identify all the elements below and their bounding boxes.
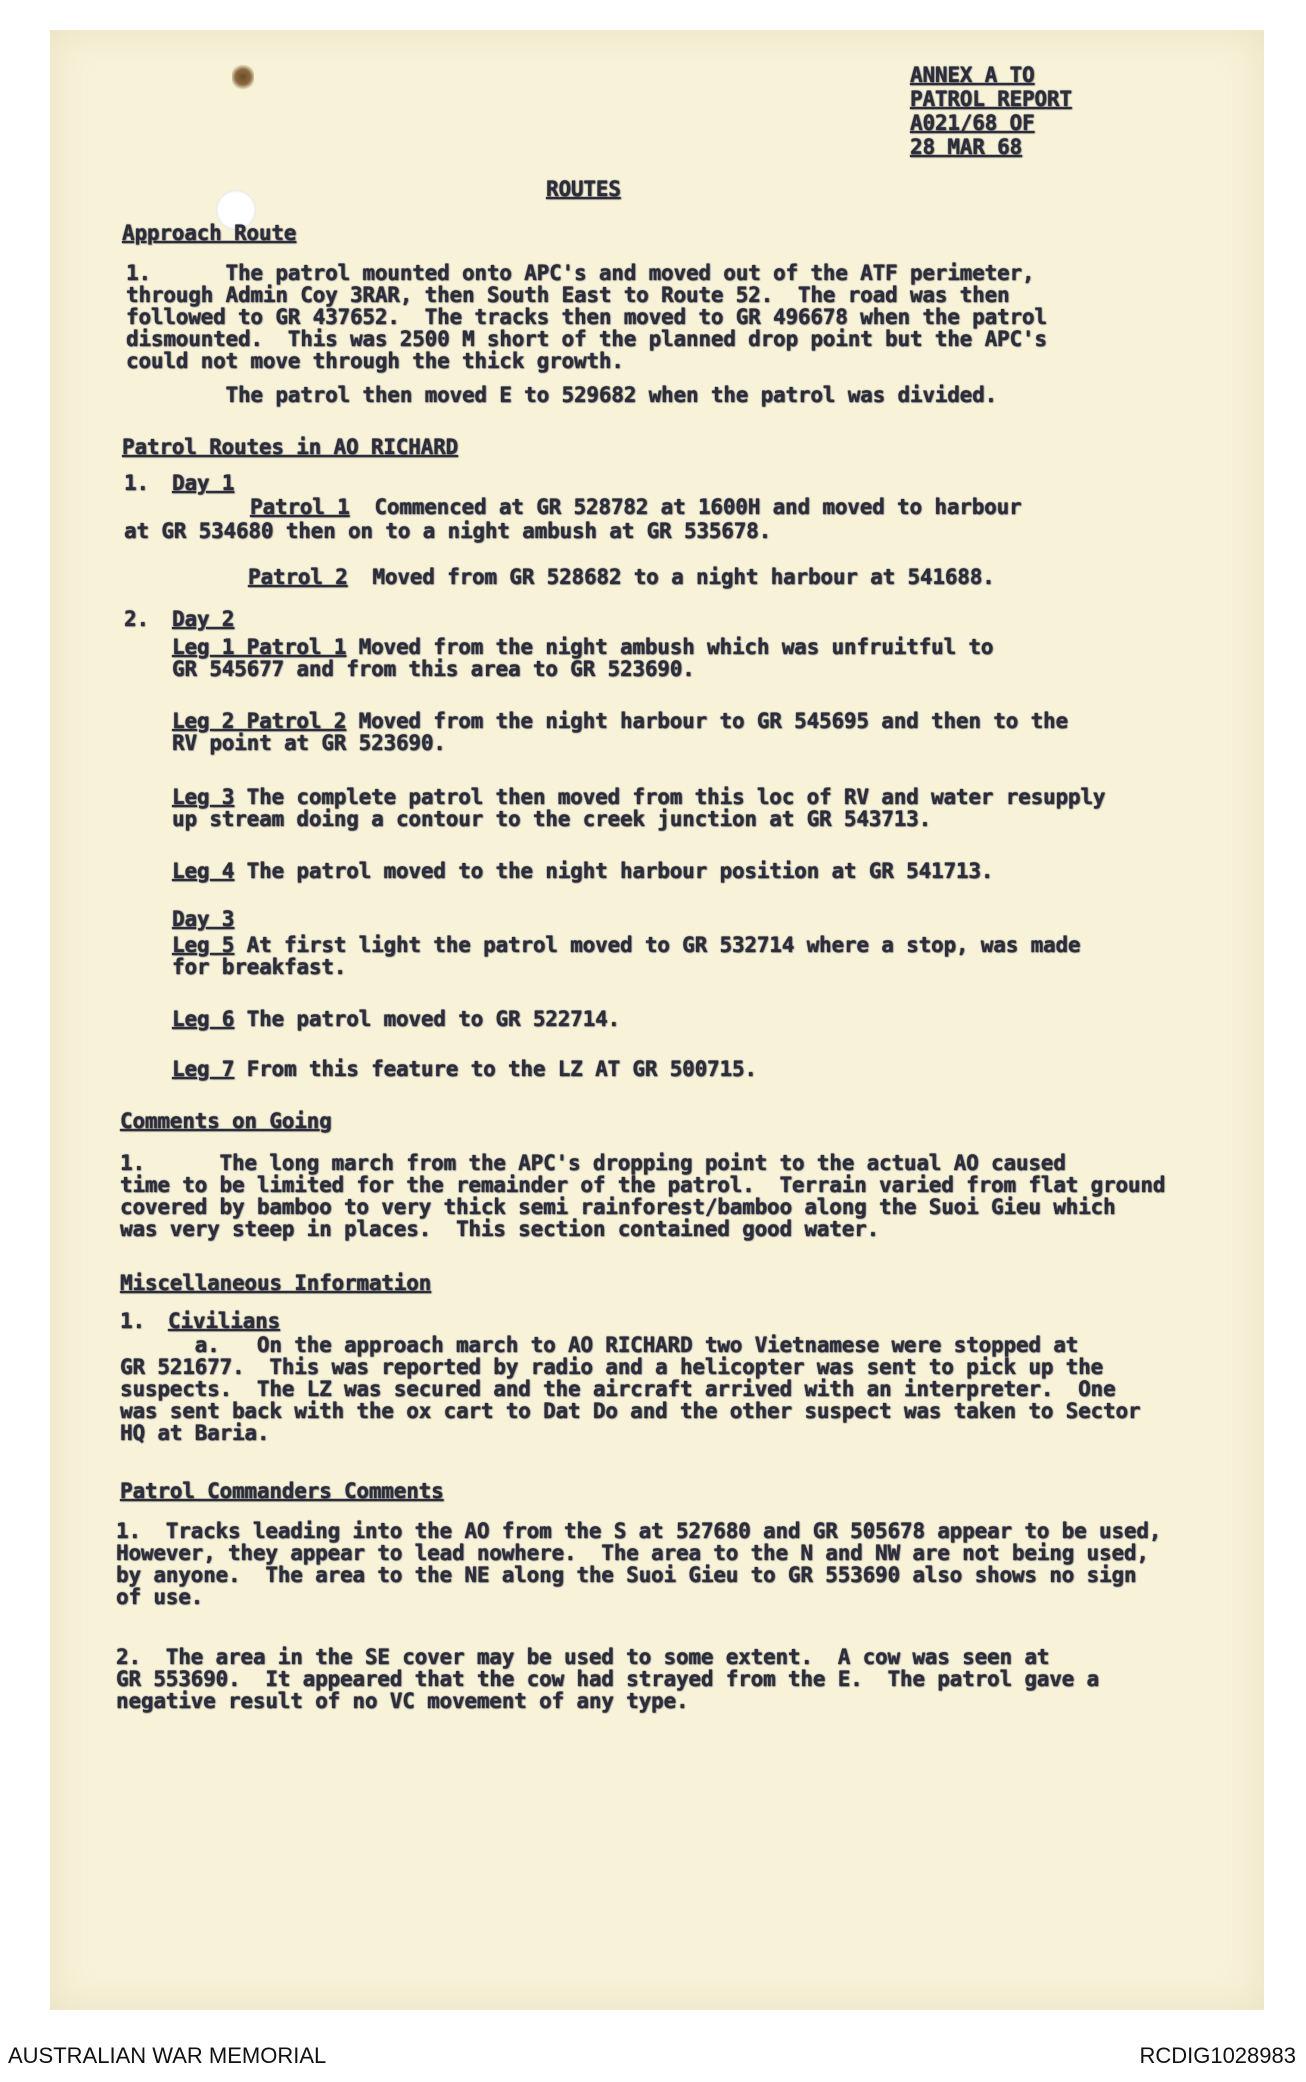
day3-label: Day 3 — [172, 907, 235, 931]
commanders-line: GR 553690. It appeared that the cow had strayed from the E. The patrol gave a — [116, 1667, 1100, 1691]
annex-line-3: A021/68 OF — [910, 111, 1035, 135]
annex-line-1: ANNEX A TO — [910, 63, 1035, 87]
day2-number: 2. — [124, 607, 149, 631]
leg3-line1: Leg 3 The complete patrol then moved from this loc of RV and water resupply — [172, 785, 1106, 809]
approach-line: could not move through the thick growth. — [126, 349, 624, 373]
patrol1-line1: Patrol 1 Commenced at GR 528782 at 1600H and moved to harbour — [250, 495, 1022, 519]
approach-heading: Approach Route — [122, 221, 297, 245]
commanders-line: 2. The area in the SE cover may be used to some extent. A cow was seen at — [116, 1645, 1050, 1669]
day1-label: Day 1 — [172, 471, 235, 495]
commanders-line: 1. Tracks leading into the AO from the S at 527680 and GR 505678 appear to be used, — [116, 1519, 1162, 1543]
ink-stain — [232, 64, 254, 90]
annex-line-4: 28 MAR 68 — [910, 135, 1022, 159]
going-line: was very steep in places. This section contained good water. — [120, 1217, 880, 1241]
commanders-line: negative result of no VC movement of any type. — [116, 1689, 689, 1713]
annex-line-2: PATROL REPORT — [910, 87, 1072, 111]
leg6-line1: Leg 6 The patrol moved to GR 522714. — [172, 1007, 620, 1031]
leg4-line1: Leg 4 The patrol moved to the night harbour position at GR 541713. — [172, 859, 994, 883]
leg3-line2: up stream doing a contour to the creek junction at GR 543713. — [172, 807, 932, 831]
approach-line: 1. The patrol mounted onto APC's and moved out of the ATF perimeter, — [126, 261, 1035, 285]
patrol2-line1: Patrol 2 Moved from GR 528682 to a night harbour at 541688. — [248, 565, 995, 589]
misc-heading: Miscellaneous Information — [120, 1271, 432, 1295]
patrol-routes-heading: Patrol Routes in AO RICHARD — [122, 435, 458, 459]
leg5-line1: Leg 5 At first light the patrol moved to GR 532714 where a stop, was made — [172, 933, 1081, 957]
patrol1-line2: at GR 534680 then on to a night ambush at GR 535678. — [124, 519, 772, 543]
page-title: ROUTES — [546, 177, 621, 201]
going-line: time to be limited for the remainder of the patrol. Terrain varied from flat ground — [120, 1173, 1166, 1197]
going-line: 1. The long march from the APC's dropping point to the actual AO caused — [120, 1151, 1066, 1175]
leg7-line1: Leg 7 From this feature to the LZ AT GR 500715. — [172, 1057, 757, 1081]
going-line: covered by bamboo to very thick semi rainforest/bamboo along the Suoi Gieu which — [120, 1195, 1116, 1219]
day1-number: 1. — [124, 471, 149, 495]
leg2-line2: RV point at GR 523690. — [172, 731, 446, 755]
footer-left: AUSTRALIAN WAR MEMORIAL — [8, 2043, 327, 2068]
commanders-line: by anyone. The area to the NE along the Suoi Gieu to GR 553690 also shows no sign — [116, 1563, 1137, 1587]
commanders-line: However, they appear to lead nowhere. The area to the N and NW are not being used, — [116, 1541, 1149, 1565]
leg2-line1: Leg 2 Patrol 2 Moved from the night harbour to GR 545695 and then to the — [172, 709, 1068, 733]
leg1-line2: GR 545677 and from this area to GR 523690. — [172, 657, 695, 681]
approach-line: dismounted. This was 2500 M short of the planned drop point but the APC's — [126, 327, 1047, 351]
civilians-subheading: Civilians — [168, 1309, 280, 1333]
leg5-line2: for breakfast. — [172, 955, 347, 979]
approach-line: The patrol then moved E to 529682 when the patrol was divided. — [126, 383, 998, 407]
approach-line: followed to GR 437652. The tracks then moved to GR 496678 when the patrol — [126, 305, 1047, 329]
misc-number: 1. — [120, 1309, 145, 1333]
commanders-heading: Patrol Commanders Comments — [120, 1479, 444, 1503]
misc-line: HQ at Baria. — [120, 1421, 270, 1445]
day2-label: Day 2 — [172, 607, 235, 631]
leg1-line1: Leg 1 Patrol 1 Moved from the night ambush which was unfruitful to — [172, 635, 994, 659]
approach-line: through Admin Coy 3RAR, then South East to Route 52. The road was then — [126, 283, 1010, 307]
commanders-line: of use. — [116, 1585, 204, 1609]
misc-line: suspects. The LZ was secured and the aircraft arrived with an interpreter. One — [120, 1377, 1116, 1401]
misc-line: GR 521677. This was reported by radio and a helicopter was sent to pick up the — [120, 1355, 1104, 1379]
misc-line: was sent back with the ox cart to Dat Do and the other suspect was taken to Sector — [120, 1399, 1141, 1423]
going-heading: Comments on Going — [120, 1109, 332, 1133]
footer-right: RCDIG1028983 — [1139, 2043, 1296, 2068]
misc-line: a. On the approach march to AO RICHARD two Vietnamese were stopped at — [120, 1333, 1079, 1357]
